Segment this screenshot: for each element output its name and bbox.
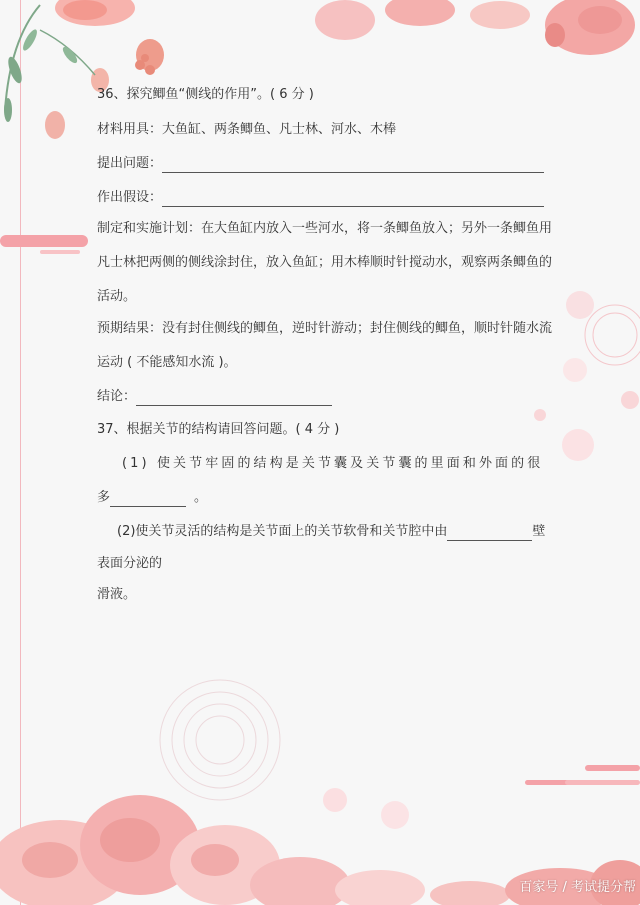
q36-hypothesis-blank[interactable]	[162, 192, 544, 207]
left-stripe	[0, 235, 88, 247]
watermark: 百家号 / 考试提分帮	[519, 880, 636, 895]
q36-title: 36、探究鲫鱼“侧线的作用”。( 6 分 )	[97, 87, 314, 102]
q36-conclusion-row	[97, 388, 332, 406]
q36-conclusion-blank[interactable]	[136, 391, 332, 406]
q36-result-line-2: 运动 ( 不能感知水流 )。	[97, 355, 237, 370]
q37-sub2-suffix: 壁	[532, 524, 546, 539]
q37-sub1-prefix: 多	[97, 490, 111, 505]
q36-materials: 材料用具：大鱼缸、两条鲫鱼、凡士林、河水、木棒	[97, 122, 397, 137]
q37-sub2-line-3: 滑液。	[97, 587, 137, 602]
q36-plan-line-3: 活动。	[97, 289, 137, 304]
q37-title: 37、根据关节的结构请回答问题。( 4 分 )	[97, 422, 340, 437]
q37-sub1-blank[interactable]	[110, 492, 186, 507]
q36-result-line-1: 预期结果：没有封住侧线的鲫鱼，逆时针游动；封住侧线的鲫鱼，顺时针随水流	[97, 321, 553, 336]
q36-hypothesis-row	[97, 189, 544, 207]
q37-sub2-line-2: 表面分泌的	[97, 556, 163, 571]
q37-sub1-line-1: (1) 使关节牢固的结构是关节囊及关节囊的里面和外面的很	[122, 456, 544, 471]
q37-sub1-line-2	[97, 489, 207, 507]
q37-sub2-prefix: (2)使关节灵活的结构是关节面上的关节软骨和关节腔中由	[117, 524, 448, 539]
q37-sub2-line-1	[117, 523, 545, 541]
q36-question-label: 提出问题：	[97, 156, 163, 171]
q36-conclusion-label: 结论：	[97, 389, 137, 404]
q36-plan-line-1: 制定和实施计划：在大鱼缸内放入一些河水，将一条鲫鱼放入；另外一条鲫鱼用	[97, 221, 553, 236]
q37-sub2-blank[interactable]	[447, 526, 532, 541]
right-circles-decoration	[530, 290, 640, 470]
top-right-flower-icon	[300, 0, 640, 75]
q36-plan-line-2: 凡士林把两侧的侧线涂封住，放入鱼缸；用木棒顺时针搅动水，观察两条鲫鱼的	[97, 255, 553, 270]
q37-sub1-suffix: 。	[194, 490, 208, 505]
left-stripe-thin	[40, 250, 80, 254]
q36-question-row	[97, 155, 544, 173]
q36-question-blank[interactable]	[162, 158, 544, 173]
q36-hypothesis-label: 作出假设：	[97, 190, 163, 205]
